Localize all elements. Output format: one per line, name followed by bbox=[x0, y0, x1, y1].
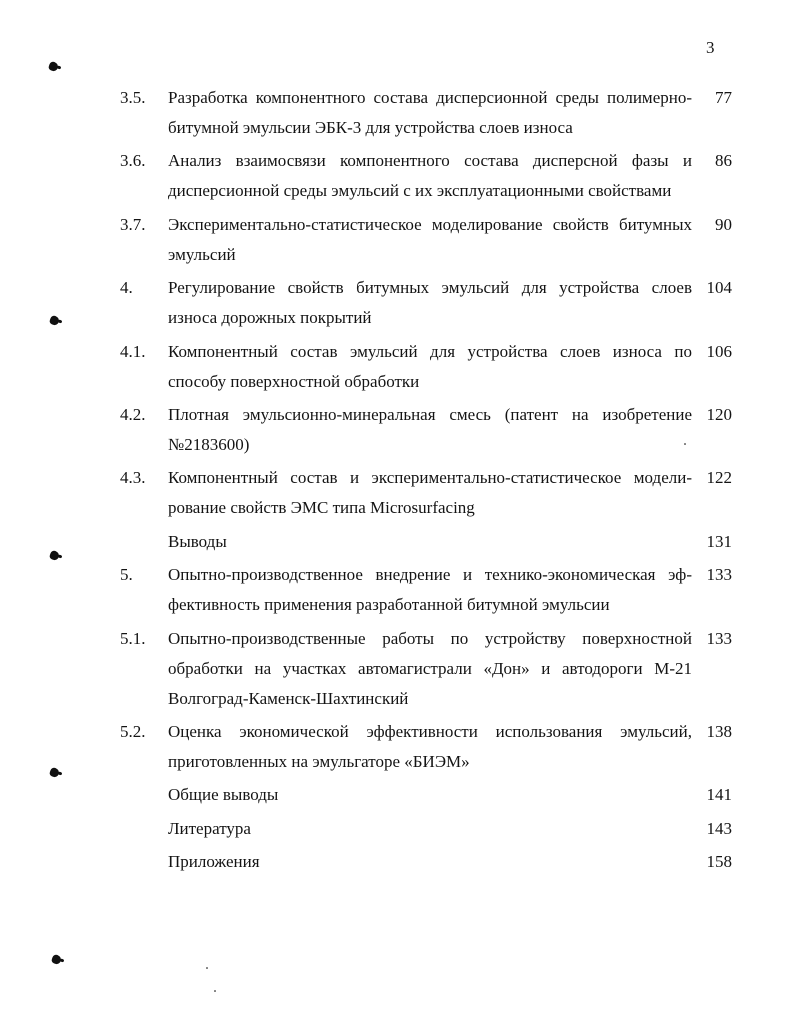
toc-entry-page: 106 bbox=[706, 341, 732, 361]
toc-entry-page: 86 bbox=[715, 151, 732, 171]
toc-entry-title: Приложения bbox=[168, 852, 260, 872]
toc-entry-number: 5.2. bbox=[120, 721, 146, 741]
toc-entry bbox=[120, 814, 732, 844]
toc-entry bbox=[120, 83, 732, 143]
toc-entry-page: 133 bbox=[706, 565, 732, 585]
toc-entry-number: 4. bbox=[120, 278, 133, 298]
toc-entry bbox=[120, 717, 732, 777]
toc-entry-title: Экспериментально-статистическое моделирование свойств битумных эмульсий bbox=[168, 214, 692, 264]
toc-entry-number: 3.7. bbox=[120, 214, 146, 234]
toc-entry-number: 3.6. bbox=[120, 151, 146, 171]
toc-entry bbox=[120, 624, 732, 714]
toc-entry-page: 104 bbox=[706, 278, 732, 298]
toc-entry-number: 4.2. bbox=[120, 404, 146, 424]
toc-entry-page: 143 bbox=[706, 818, 732, 838]
toc-entry-page: 138 bbox=[706, 721, 732, 741]
toc-entry bbox=[120, 337, 732, 397]
binder-hole-mark bbox=[49, 767, 61, 779]
toc-entry-page: 141 bbox=[706, 785, 732, 805]
toc-entry-title: Плотная эмульсионно-минеральная смесь (патент на изобретение №2183600) bbox=[168, 404, 692, 454]
toc-entry-title: Анализ взаимосвязи компонентного состава дисперсной фазы и дисперсионной среды эмульсий с их эксплуатационными свойствами bbox=[168, 151, 692, 201]
toc-entry-page: 122 bbox=[706, 468, 732, 488]
toc-entry-title: Компонентный состав эмульсий для устройства слоев износа по способу поверхностной обработки bbox=[168, 341, 692, 391]
toc-entry-title: Выводы bbox=[168, 531, 227, 551]
toc-entry-page: 120 bbox=[706, 404, 732, 424]
toc-entry-title: Общие выводы bbox=[168, 785, 279, 805]
toc-entry-number: 4.1. bbox=[120, 341, 146, 361]
toc-entry bbox=[120, 273, 732, 333]
binder-hole-mark bbox=[49, 550, 61, 562]
toc-entry-title: Разработка компонентного состава дисперсионной среды полимерно-битумной эмульсии ЭБК-3 для устройства слоев износа bbox=[168, 88, 692, 137]
scan-speck bbox=[206, 967, 208, 969]
toc-entry-number: 3.5. bbox=[120, 88, 146, 107]
toc-entry-page: 158 bbox=[706, 852, 732, 872]
binder-hole-mark bbox=[48, 61, 60, 73]
toc-entry bbox=[120, 527, 732, 557]
toc-entry-page: 133 bbox=[706, 628, 732, 648]
toc-entry-number: 4.3. bbox=[120, 468, 146, 488]
toc-entry-page: 77 bbox=[715, 88, 732, 107]
binder-hole-mark bbox=[49, 315, 61, 327]
toc-entry bbox=[120, 560, 732, 620]
toc-entry-title: Литература bbox=[168, 818, 251, 838]
toc-entry bbox=[120, 210, 732, 270]
toc-entry-number: 5. bbox=[120, 565, 133, 585]
toc-entry-title: Компонентный состав и экспериментально-статистическое моделирование свойств ЭМС типа Microsurfacing bbox=[168, 468, 692, 518]
toc-entry-page: 131 bbox=[706, 531, 732, 551]
toc-entry bbox=[120, 146, 732, 206]
toc-entry bbox=[120, 847, 732, 877]
binder-hole-mark bbox=[51, 954, 63, 966]
page-number: 3 bbox=[706, 38, 715, 57]
toc-entry bbox=[120, 780, 732, 810]
table-of-contents bbox=[120, 83, 732, 880]
toc-entry-title: Опытно-производственное внедрение и технико-экономическая эффективность применения разработанной битумной эмульсии bbox=[168, 565, 692, 615]
toc-entry-number: 5.1. bbox=[120, 628, 146, 648]
toc-entry-title: Регулирование свойств битумных эмульсий для устройства слоев износа дорожных покрытий bbox=[168, 278, 692, 328]
scan-speck bbox=[214, 990, 216, 992]
toc-entry bbox=[120, 463, 732, 523]
toc-entry-title: Оценка экономической эффективности использования эмульсий, приготовленных на эмульгаторе «БИЭМ» bbox=[168, 721, 692, 771]
toc-entry-title: Опытно-производственные работы по устройству поверхностной обработки на участках автомагистрали «Дон» и автодороги М-21 Волгоград-Каменск-Шахтинский bbox=[168, 628, 692, 708]
toc-entry-page: 90 bbox=[715, 214, 732, 234]
toc-entry bbox=[120, 400, 732, 460]
